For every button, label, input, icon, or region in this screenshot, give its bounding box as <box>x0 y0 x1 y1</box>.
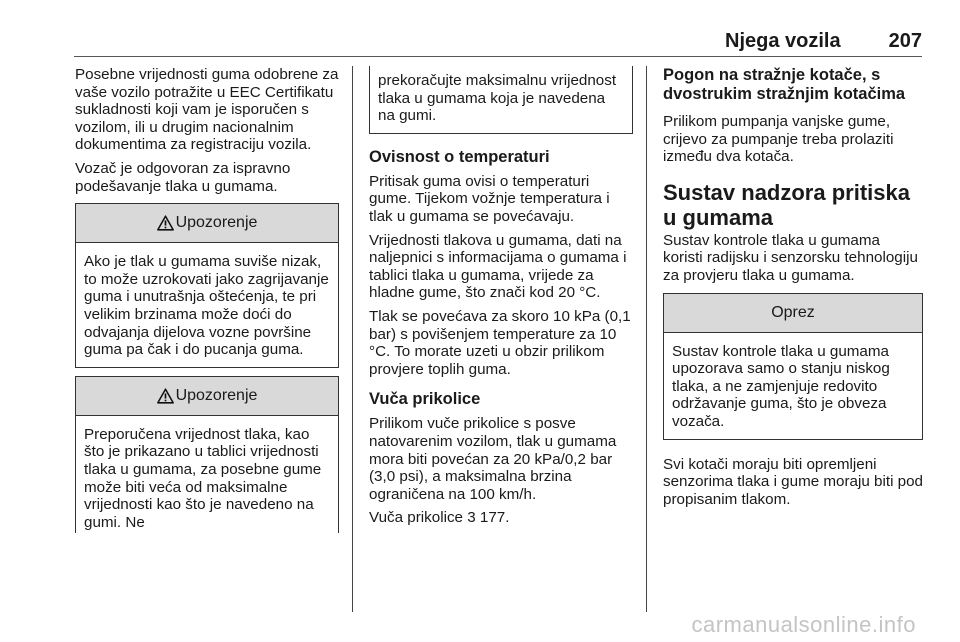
section-heading-trailer: Vuča prikolice <box>369 390 481 409</box>
caution-text: Sustav kontrole tlaka u gumama upozorava samo o stanju niskog tlaka, a ne zamjenjuje redovito održavanje guma, što je obveza vozača. <box>672 342 890 430</box>
paragraph: Sustav kontrole tlaka u gumama koristi radijsku i senzorsku tehnologiju za provjeru tlaka u gumama. <box>663 231 918 284</box>
paragraph: Svi kotači moraju biti opremljeni senzorima tlaka i gume moraju biti pod propisanim tlakom. <box>663 455 923 508</box>
warning-triangle-icon <box>157 215 174 231</box>
paragraph-reference: Vuča prikolice 3 177. <box>369 509 510 527</box>
warning-title: Upozorenje <box>175 386 258 404</box>
warning-triangle-icon <box>157 388 174 404</box>
caution-header <box>664 294 922 333</box>
column-3 <box>663 66 923 514</box>
warning-body <box>76 416 338 534</box>
column-2 <box>369 66 633 533</box>
warning-header <box>76 377 338 416</box>
page-reference[interactable]: 177. <box>475 509 510 527</box>
paragraph: Prilikom vuče prikolice s posve natovarenim vozilom, tlak u gumama mora biti povećan za 20 kPa/0,2 bar (3,0 psi), a maksimalna brzina ograničena na 100 km/h. <box>369 415 617 503</box>
section-heading-tpms: Sustav nadzora pritiska u gumama <box>663 179 910 230</box>
paragraph: Pritisak guma ovisi o temperaturi gume. Tijekom vožnje temperatura i tlak u gumama se povećavaju. <box>369 172 610 225</box>
watermark: carmanualsonline.info <box>691 612 916 637</box>
warning-text: Preporučena vrijednost tlaka, kao što je prikazano u tablici vrijednosti tlaka u gumama, za posebne gume može biti veća od maksimalne vrijednosti kao što je navedeno na gumi. Ne <box>84 425 322 531</box>
section-heading-temperature: Ovisnost o temperaturi <box>369 147 550 166</box>
warning-text: Ako je tlak u gumama suviše nizak, to može uzrokovati jako zagrijavanje guma i unutrašnja oštećenja, te pri velikim brzinama može doći do odvajanja dijelova vozne površine guma pa čak i do pucanja guma. <box>84 253 329 359</box>
paragraph: Posebne vrijednosti guma odobrene za vaše vozilo potražite u EEC Certifikatu sukladnosti koji vam je isporučen s vozilom, ili u drugim nacionalnim dokumentima za registraciju vozila. <box>75 66 339 154</box>
warning-box-1 <box>75 203 339 368</box>
chapter-title: Njega vozila <box>725 30 841 52</box>
column-1 <box>75 66 339 533</box>
warning-text: prekoračujte maksimalnu vrijednost tlaka u gumama koja je navedena na gumi. <box>378 72 617 125</box>
caution-box <box>663 293 923 440</box>
paragraph: Vozač je odgovoran za ispravno podešavanje tlaka u gumama. <box>75 159 291 195</box>
warning-box-2 <box>75 376 339 534</box>
column-divider-2 <box>646 66 647 612</box>
header-rule <box>74 56 922 57</box>
page-reference-arrow-icon: 3 <box>467 509 476 527</box>
caution-body <box>664 333 922 439</box>
column-divider-1 <box>352 66 353 612</box>
warning-title: Upozorenje <box>175 214 258 232</box>
section-heading-rear-drive: Pogon na stražnje kotače, s dvostrukim stražnjim kotačima <box>663 66 906 103</box>
warning-body <box>76 243 338 367</box>
paragraph: Tlak se povećava za skoro 10 kPa (0,1 bar) s povišenjem temperature za 10 °C. To morate uzeti u obzir prilikom provjere toplih guma. <box>369 307 631 378</box>
warning-box-continued <box>369 66 633 134</box>
paragraph: Vrijednosti tlakova u gumama, dati na naljepnici s informacijama o gumama i tablici tlaka u gumama, vrijede za hladne gume, što znači kod 20 °C. <box>369 231 627 302</box>
warning-header <box>76 204 338 243</box>
page-header <box>725 30 922 53</box>
warning-body <box>370 66 632 133</box>
paragraph: Prilikom pumpanja vanjske gume, crijevo za pumpanje treba prolaziti između dva kotača. <box>663 113 894 166</box>
page-number: 207 <box>888 30 922 52</box>
caution-title: Oprez <box>771 303 815 321</box>
